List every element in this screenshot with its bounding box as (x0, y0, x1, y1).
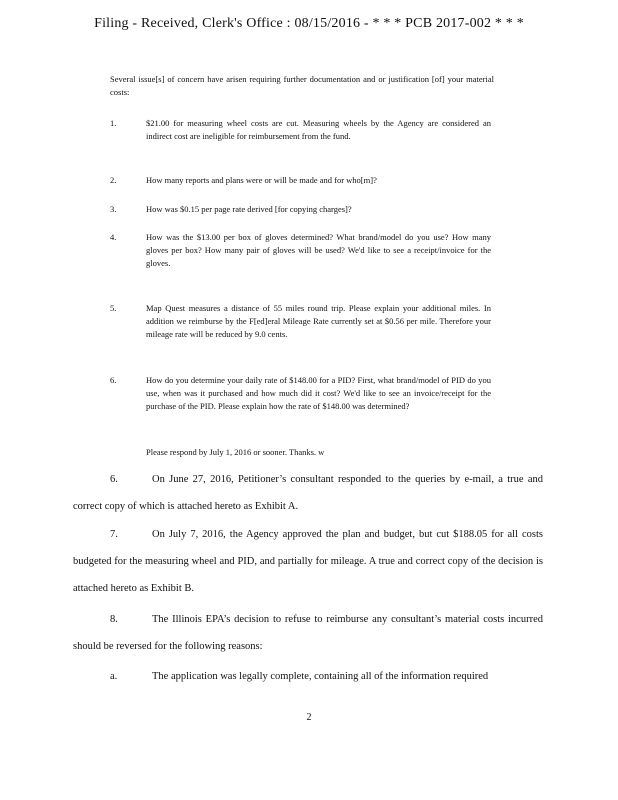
paragraph-text: The Illinois EPA’s decision to refuse to reimburse any consultant’s material costs incurred should be reversed for the following reasons: (73, 614, 543, 652)
quote-item-text: How was the $13.00 per box of gloves determined? What brand/model do you use? How many gloves per box? How many pair of gloves will be used? We'd like to see a receipt/invoice for the gloves. (146, 232, 491, 268)
paragraph-number: a. (110, 671, 118, 682)
paragraph-6 (73, 466, 543, 520)
paragraph-a (73, 663, 543, 690)
quote-item-text: How many reports and plans were or will be made and for who[m]? (146, 175, 377, 185)
quote-item-text: $21.00 for measuring wheel costs are cut. Measuring wheels by the Agency are considered an indirect cost are ineligible for reimbursement from the fund. (146, 118, 491, 141)
quote-item-text: How was $0.15 per page rate derived [for copying charges]? (146, 204, 352, 214)
paragraph-number: 7. (110, 529, 118, 540)
quote-intro: Several issue[s] of concern have arisen requiring further documentation and or justification [of] your material costs: (110, 74, 494, 97)
paragraph-7 (73, 521, 543, 602)
page-number: 2 (306, 712, 312, 723)
quote-item-text: Map Quest measures a distance of 55 miles round trip. Please explain your additional miles. In addition we reimburse by the F[ed]eral Mileage Rate currently set at $0.56 per mile. Therefore your mileage rate will be reduced by 9.0 cents. (146, 303, 491, 339)
quote-item-text: How do you determine your daily rate of $148.00 for a PID? First, what brand/model of PID do you use, when was it purchased and how much did it cost? We'd like to see an invoice/receipt for the purchase of the PID. Please explain how the rate of $148.00 was determined? (146, 375, 491, 411)
paragraph-8 (73, 606, 543, 660)
paragraph-text: The application was legally complete, containing all of the information required (152, 671, 489, 682)
paragraph-text: On June 27, 2016, Petitioner’s consultant responded to the queries by e-mail, a true and correct copy of which is attached hereto as Exhibit A. (73, 474, 543, 512)
quote-item-number: 3. (110, 204, 117, 214)
quote-item-number: 6. (110, 375, 117, 385)
quote-item-number: 1. (110, 118, 117, 128)
quote-item-number: 4. (110, 232, 117, 242)
paragraph-number: 8. (110, 614, 118, 625)
quote-item-number: 2. (110, 175, 117, 185)
quote-closing-text: Please respond by July 1, 2016 or sooner. Thanks. w (146, 447, 325, 457)
filing-header: Filing - Received, Clerk's Office : 08/15/2016 - * * * PCB 2017-002 * * * (94, 16, 524, 31)
quote-item-number: 5. (110, 303, 117, 313)
paragraph-text: On July 7, 2016, the Agency approved the plan and budget, but cut $188.05 for all costs budgeted for the measuring wheel and PID, and partially for mileage. A true and correct copy of the decision is attached hereto as Exhibit B. (73, 529, 543, 594)
paragraph-number: 6. (110, 474, 118, 485)
